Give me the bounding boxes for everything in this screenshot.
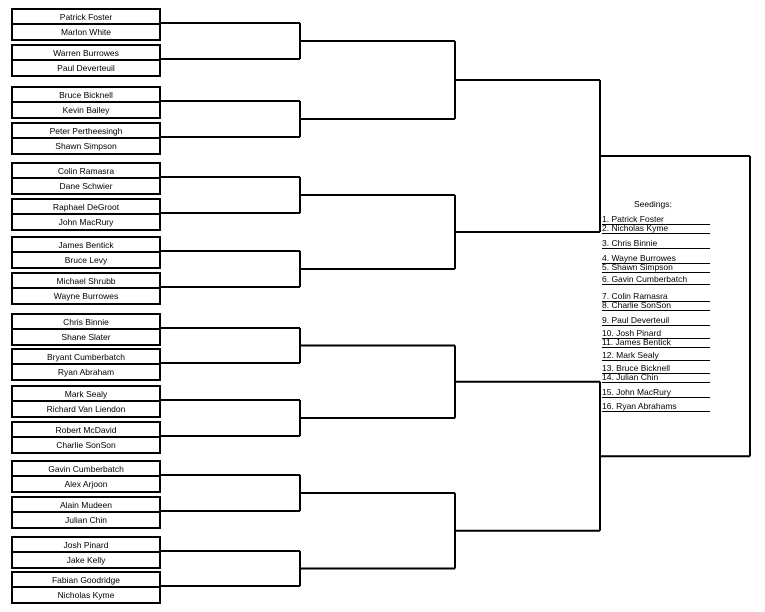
player-name: Charlie SonSon xyxy=(56,440,116,450)
player-slot xyxy=(11,137,161,155)
seed-underline xyxy=(602,284,710,285)
player-slot xyxy=(11,59,161,77)
seedings-title: Seedings: xyxy=(634,199,672,209)
player-name: Robert McDavid xyxy=(55,425,117,435)
player-slot xyxy=(11,328,161,346)
player-name: Colin Ramasra xyxy=(57,166,115,176)
player-name: Warren Burrowes xyxy=(53,48,119,58)
player-name: Bruce Levy xyxy=(64,255,108,265)
player-name: Dane Schwier xyxy=(59,181,113,191)
player-slot xyxy=(11,287,161,305)
player-slot xyxy=(11,475,161,493)
player-slot xyxy=(11,400,161,418)
seed-entry: 3. Chris Binnie xyxy=(602,238,658,248)
player-slot xyxy=(11,23,161,41)
seed-underline xyxy=(602,382,710,383)
player-name: Alex Arjoon xyxy=(64,479,108,489)
player-name: James Bentick xyxy=(58,240,114,250)
player-name: Raphael DeGroot xyxy=(52,202,120,212)
seed-underline xyxy=(602,347,710,348)
player-name: Paul Deverteuil xyxy=(57,63,115,73)
player-name: Bruce Bicknell xyxy=(59,90,113,100)
seed-underline xyxy=(602,310,710,311)
seed-entry: 2. Nicholas Kyme xyxy=(602,223,669,233)
seed-entry: 1. Patrick Foster xyxy=(602,214,664,224)
seed-entry: 12. Mark Sealy xyxy=(602,350,659,360)
player-name: Michael Shrubb xyxy=(56,276,116,286)
player-name: Peter Pertheesingh xyxy=(49,126,123,136)
seed-entry: 9. Paul Deverteuil xyxy=(602,315,670,325)
player-slot xyxy=(11,101,161,119)
seed-entry: 10. Josh Pinard xyxy=(602,328,662,338)
player-name: Jake Kelly xyxy=(66,555,106,565)
seed-entry: 4. Wayne Burrowes xyxy=(602,253,676,263)
seed-underline xyxy=(602,325,710,326)
player-name: John MacRury xyxy=(58,217,114,227)
seed-entry: 7. Colin Ramasra xyxy=(602,291,668,301)
player-name: Kevin Bailey xyxy=(62,105,110,115)
seed-underline xyxy=(602,248,710,249)
player-name: Bryant Cumberbatch xyxy=(47,352,125,362)
player-name: Gavin Cumberbatch xyxy=(48,464,124,474)
seed-entry: 11. James Bentick xyxy=(602,337,671,347)
seed-underline xyxy=(602,272,710,273)
seed-entry: 16. Ryan Abrahams xyxy=(602,401,677,411)
player-slot xyxy=(11,551,161,569)
player-name: Josh Pinard xyxy=(63,540,109,550)
player-name: Richard Van Liendon xyxy=(46,404,126,414)
player-slot xyxy=(11,511,161,529)
seed-entry: 15. John MacRury xyxy=(602,387,671,397)
player-name: Mark Sealy xyxy=(64,389,108,399)
seed-underline xyxy=(602,397,710,398)
player-name: Shawn Simpson xyxy=(55,141,117,151)
player-slot xyxy=(11,436,161,454)
player-name: Fabian Goodridge xyxy=(51,575,121,585)
player-name: Alain Mudeen xyxy=(60,500,112,510)
seed-underline xyxy=(602,360,710,361)
player-slot xyxy=(11,213,161,231)
seed-entry: 8. Charlie SonSon xyxy=(602,300,671,310)
seed-entry: 5. Shawn Simpson xyxy=(602,262,673,272)
player-slot xyxy=(11,177,161,195)
player-name: Wayne Burrowes xyxy=(53,291,119,301)
player-name: Nicholas Kyme xyxy=(57,590,115,600)
player-name: Julian Chin xyxy=(64,515,108,525)
seed-underline xyxy=(602,233,710,234)
seed-entry: 6. Gavin Cumberbatch xyxy=(602,274,688,284)
player-slot xyxy=(11,363,161,381)
player-name: Marlon White xyxy=(60,27,112,37)
seed-underline xyxy=(602,411,710,412)
player-name: Shane Slater xyxy=(61,332,111,342)
seed-entry: 13. Bruce Bicknell xyxy=(602,363,671,373)
player-name: Ryan Abraham xyxy=(57,367,115,377)
player-name: Patrick Foster xyxy=(59,12,113,22)
seed-entry: 14. Julian Chin xyxy=(602,372,659,382)
player-name: Chris Binnie xyxy=(63,317,109,327)
player-slot xyxy=(11,251,161,269)
player-slot xyxy=(11,586,161,604)
